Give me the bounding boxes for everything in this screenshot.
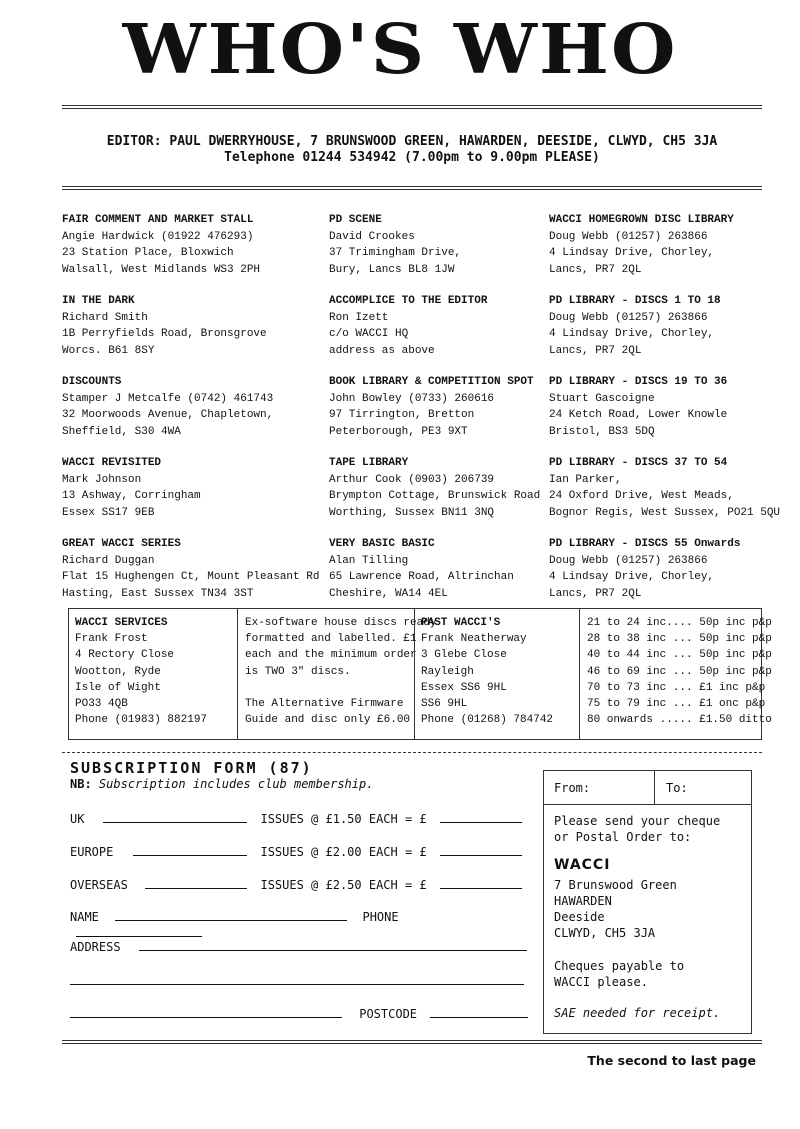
- uk-issues-field[interactable]: [103, 810, 247, 823]
- subscription-title: SUBSCRIPTION FORM (87): [70, 759, 313, 777]
- contact-line: Bury, Lancs BL8 1JW: [329, 263, 455, 276]
- contact-line: Flat 15 Hughengen Ct, Mount Pleasant Rd: [62, 571, 320, 583]
- price-line: 46 to 69 inc ... 50p inc p&p: [587, 665, 772, 678]
- contact-entry: [549, 374, 789, 440]
- software-discs-note: [245, 615, 436, 728]
- price-line: 40 to 44 inc ... 50p inc p&p: [587, 649, 772, 662]
- contact-entry: [62, 374, 302, 440]
- services-line: PO33 4QB: [75, 698, 128, 711]
- address-field-line2[interactable]: [70, 984, 524, 985]
- contact-line: Sheffield, S30 4WA: [62, 425, 181, 438]
- services-line: Isle of Wight: [75, 681, 161, 694]
- contact-heading: GREAT WACCI SERIES: [62, 538, 181, 550]
- contact-line: John Bowley (0733) 260616: [329, 392, 495, 405]
- contact-line: 37 Trimingham Drive,: [329, 247, 462, 259]
- past-line: SS6 9HL: [421, 698, 468, 711]
- contact-line: c/o WACCI HQ: [329, 328, 409, 340]
- intro-line: or Postal Order to:: [554, 830, 692, 844]
- contact-line: Mark Johnson: [62, 473, 142, 486]
- contact-line: Cheshire, WA14 4EL: [329, 587, 448, 600]
- price-line: 21 to 24 inc.... 50p inc p&p: [587, 617, 772, 629]
- divider: [579, 609, 580, 739]
- address-row: [70, 938, 530, 954]
- contact-line: 24 Ketch Road, Lower Knowle: [549, 409, 728, 421]
- address-line: 7 Brunswood Green: [554, 878, 677, 892]
- contact-line: Doug Webb (01257) 263866: [549, 554, 708, 567]
- past-line: Frank Neatherway: [421, 633, 527, 646]
- contact-entry: [549, 212, 789, 278]
- address-field[interactable]: [139, 938, 527, 951]
- past-line: Rayleigh: [421, 665, 474, 678]
- contact-line: 4 Lindsay Drive, Chorley,: [549, 328, 715, 340]
- past-line: Phone (01268) 784742: [421, 714, 554, 727]
- contact-line: address as above: [329, 344, 435, 357]
- discs-line: Guide and disc only £6.00: [245, 714, 411, 727]
- contact-line: Arthur Cook (0903) 206739: [329, 473, 495, 486]
- contact-heading: WACCI REVISITED: [62, 457, 162, 469]
- contact-heading: PD SCENE: [329, 214, 382, 226]
- editor-rule: [62, 186, 762, 190]
- contact-heading: PD LIBRARY - DISCS 37 TO 54: [549, 457, 728, 469]
- contact-line: 1B Perryfields Road, Bronsgrove: [62, 328, 267, 340]
- from-label: From:: [554, 781, 591, 795]
- contact-line: Richard Duggan: [62, 554, 155, 567]
- contact-heading: ACCOMPLICE TO THE EDITOR: [329, 295, 488, 307]
- price-line: 75 to 79 inc ... £1 onc p&p: [587, 698, 766, 711]
- cheques-line: Cheques payable to: [554, 959, 685, 973]
- editor-details: [62, 134, 762, 166]
- contact-line: Hasting, East Sussex TN34 3ST: [62, 587, 254, 600]
- services-line: Phone (01983) 882197: [75, 714, 208, 727]
- contact-line: Stamper J Metcalfe (0742) 461743: [62, 392, 274, 405]
- postcode-label: POSTCODE: [359, 1007, 418, 1021]
- divider: [237, 609, 238, 739]
- contact-line: 24 Oxford Drive, West Meads,: [549, 490, 734, 502]
- contact-entry: [549, 536, 789, 602]
- services-line: Wootton, Ryde: [75, 665, 161, 678]
- sae-note: SAE needed for receipt.: [554, 1006, 721, 1020]
- uk-label: UK: [70, 812, 85, 826]
- contact-line: 4 Lindsay Drive, Chorley,: [549, 247, 715, 259]
- to-label: To:: [666, 781, 688, 795]
- overseas-price-label: ISSUES @ £2.50 EACH = £: [260, 878, 427, 892]
- contact-heading: DISCOUNTS: [62, 376, 122, 388]
- contact-entry: [329, 374, 569, 440]
- discs-line: is TWO 3" discs.: [245, 665, 351, 678]
- contact-entry: [329, 536, 569, 602]
- back-issue-prices: [587, 615, 772, 728]
- europe-row: [70, 843, 530, 859]
- from-to-row: [544, 771, 751, 805]
- contact-heading: FAIR COMMENT AND MARKET STALL: [62, 214, 254, 226]
- page-footer: The second to last page: [587, 1053, 756, 1068]
- send-to-panel: [543, 770, 752, 1034]
- contact-line: Worcs. B61 8SY: [62, 344, 155, 357]
- wacci-address: [554, 877, 677, 941]
- wacci-services: [75, 615, 207, 728]
- contact-line: Alan Tilling: [329, 554, 409, 567]
- cheques-note: [554, 958, 684, 990]
- bottom-rule: [62, 1040, 762, 1044]
- contact-entry: [549, 293, 789, 359]
- editor-line: EDITOR: PAUL DWERRYHOUSE, 7 BRUNSWOOD GREEN, HAWARDEN, DEESIDE, CLWYD, CH5 3JA: [106, 134, 718, 149]
- contact-line: Bognor Regis, West Sussex, PO21 5QU: [549, 506, 781, 519]
- contact-line: Ian Parker,: [549, 473, 622, 486]
- discs-line: each and the minimum order: [245, 649, 417, 662]
- overseas-row: [70, 876, 530, 892]
- name-row: [70, 908, 530, 940]
- postcode-field[interactable]: [430, 1005, 528, 1018]
- contact-line: Stuart Gascoigne: [549, 392, 655, 405]
- telephone-line: Telephone 01244 534942 (7.00pm to 9.00pm PLEASE): [224, 150, 600, 165]
- phone-label: PHONE: [362, 910, 399, 924]
- contact-entry: [549, 455, 789, 521]
- uk-row: [70, 810, 530, 826]
- phone-field[interactable]: [76, 924, 202, 937]
- overseas-label: OVERSEAS: [70, 878, 128, 892]
- contact-entry: [329, 212, 569, 278]
- contact-heading: TAPE LIBRARY: [329, 457, 409, 469]
- address-field-line3[interactable]: [70, 1005, 342, 1018]
- europe-total-field[interactable]: [440, 843, 522, 856]
- europe-issues-field[interactable]: [133, 843, 247, 856]
- contact-line: Bristol, BS3 5DQ: [549, 425, 655, 438]
- contact-line: 32 Moorwoods Avenue, Chapletown,: [62, 409, 274, 421]
- price-line: 28 to 38 inc ... 50p inc p&p: [587, 633, 772, 646]
- contact-line: 23 Station Place, Bloxwich: [62, 247, 234, 259]
- name-label: NAME: [70, 910, 99, 924]
- contact-line: Richard Smith: [62, 311, 148, 324]
- contact-entry: [62, 455, 302, 521]
- from-box[interactable]: [544, 771, 655, 804]
- cut-line: [62, 752, 762, 753]
- name-field[interactable]: [115, 908, 347, 921]
- contact-heading: PD LIBRARY - DISCS 1 TO 18: [549, 295, 721, 307]
- contact-entry: [62, 536, 320, 602]
- discs-line: Ex-software house discs ready: [245, 617, 437, 629]
- masthead-rule: [62, 105, 762, 109]
- past-line: Essex SS6 9HL: [421, 681, 507, 694]
- send-intro: [554, 813, 720, 845]
- nb-label: NB:: [70, 777, 92, 791]
- services-heading: WACCI SERVICES: [75, 617, 168, 629]
- contact-line: Doug Webb (01257) 263866: [549, 230, 708, 243]
- contact-entry: [329, 455, 569, 521]
- contact-heading: PD LIBRARY - DISCS 55 Onwards: [549, 538, 741, 550]
- past-line: 3 Glebe Close: [421, 649, 507, 662]
- contact-line: Doug Webb (01257) 263866: [549, 311, 708, 324]
- subscription-note: [70, 777, 373, 791]
- discs-line: The Alternative Firmware: [245, 697, 404, 710]
- address-line: Deeside: [554, 910, 605, 924]
- contact-line: Peterborough, PE3 9XT: [329, 425, 468, 438]
- overseas-issues-field[interactable]: [145, 876, 247, 889]
- past-heading: PAST WACCI'S: [421, 617, 501, 629]
- address-line: HAWARDEN: [554, 894, 612, 908]
- contact-line: Angie Hardwick (01922 476293): [62, 230, 254, 243]
- overseas-total-field[interactable]: [440, 876, 522, 889]
- contact-line: 4 Lindsay Drive, Chorley,: [549, 571, 715, 583]
- contact-line: Walsall, West Midlands WS3 2PH: [62, 263, 261, 276]
- contact-heading: VERY BASIC BASIC: [329, 538, 435, 550]
- nb-text: Subscription includes club membership.: [98, 777, 374, 791]
- divider: [414, 609, 415, 739]
- contact-heading: PD LIBRARY - DISCS 19 TO 36: [549, 376, 728, 388]
- contact-line: Lancs, PR7 2QL: [549, 344, 642, 357]
- contact-line: David Crookes: [329, 230, 415, 243]
- discs-line: [245, 680, 436, 696]
- cheques-line: WACCI please.: [554, 975, 648, 989]
- contact-heading: IN THE DARK: [62, 295, 135, 307]
- europe-label: EUROPE: [70, 845, 114, 859]
- contact-line: Lancs, PR7 2QL: [549, 587, 642, 600]
- contact-line: Essex SS17 9EB: [62, 506, 155, 519]
- uk-price-label: ISSUES @ £1.50 EACH = £: [260, 812, 427, 826]
- address-label: ADDRESS: [70, 940, 121, 954]
- masthead-title: WHO'S WHO: [122, 10, 678, 90]
- contact-line: Worthing, Sussex BN11 3NQ: [329, 506, 495, 519]
- services-line: Frank Frost: [75, 633, 148, 646]
- contact-heading: WACCI HOMEGROWN DISC LIBRARY: [549, 214, 734, 226]
- europe-price-label: ISSUES @ £2.00 EACH = £: [260, 845, 427, 859]
- contact-line: Ron Izett: [329, 311, 389, 324]
- contact-line: Lancs, PR7 2QL: [549, 263, 642, 276]
- intro-line: Please send your cheque: [554, 814, 721, 828]
- discs-line: formatted and labelled. £1: [245, 633, 417, 646]
- contact-heading: BOOK LIBRARY & COMPETITION SPOT: [329, 376, 534, 388]
- contact-entry: [62, 293, 302, 359]
- price-line: 80 onwards ..... £1.50 ditto: [587, 714, 772, 727]
- contact-line: Brympton Cottage, Brunswick Road: [329, 490, 541, 502]
- contact-line: 13 Ashway, Corringham: [62, 490, 201, 502]
- wacci-name: WACCI: [554, 857, 611, 873]
- services-box: [68, 608, 772, 740]
- services-line: 4 Rectory Close: [75, 649, 175, 662]
- contact-entry: [62, 212, 302, 278]
- address-line: CLWYD, CH5 3JA: [554, 926, 656, 940]
- postcode-row: [70, 1005, 530, 1021]
- contact-line: 65 Lawrence Road, Altrinchan: [329, 571, 514, 583]
- price-line: 70 to 73 inc ... £1 inc p&p: [587, 681, 766, 694]
- contact-line: 97 Tirrington, Bretton: [329, 409, 475, 421]
- uk-total-field[interactable]: [440, 810, 522, 823]
- contact-entry: [329, 293, 569, 359]
- past-waccis: [421, 615, 553, 728]
